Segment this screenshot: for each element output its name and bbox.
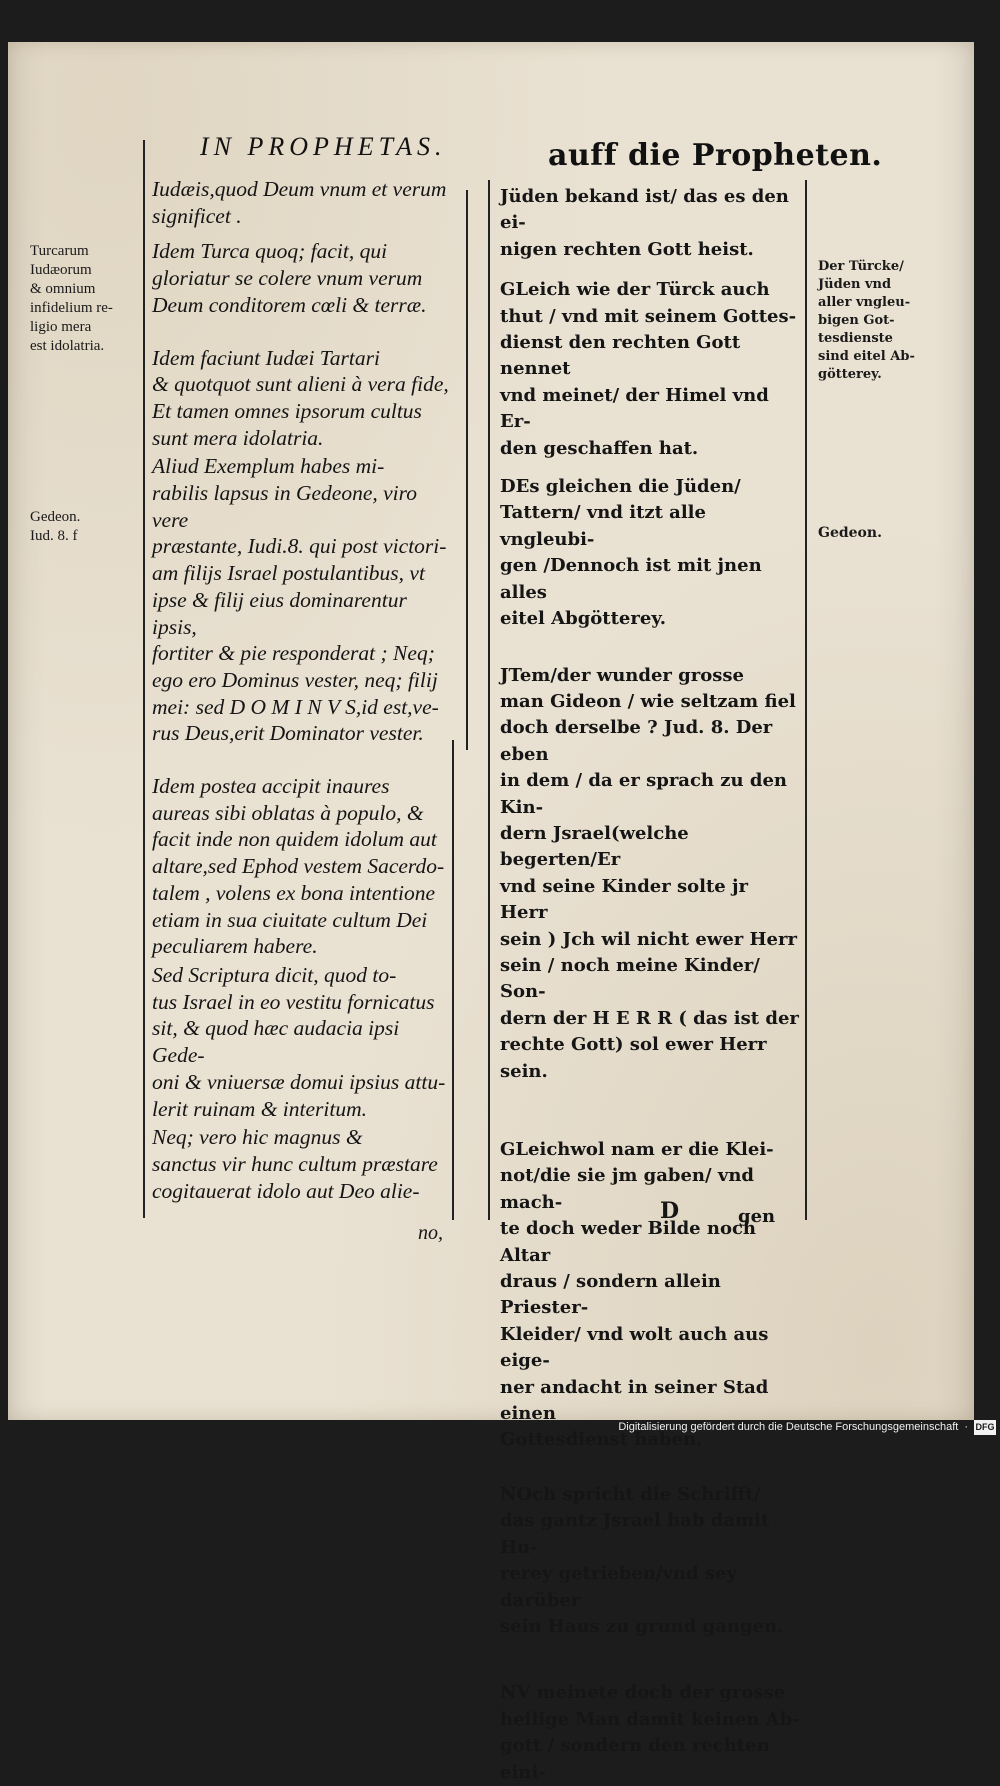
margin-note-gedeon-left: Gedeon. Iud. 8. f — [30, 509, 81, 544]
german-paragraph: NV meinete doch der grosse heilige Man damit keinen Ab- gott / sondern den rechten eini- — [500, 1682, 800, 1783]
signature-mark: D — [660, 1198, 680, 1224]
center-rule-right — [488, 180, 490, 1220]
margin-note-tuercke: Der Türcke/ Jüden vnd aller vngleu- bigen Got- tesdienste sind eitel Ab- götterey. — [818, 259, 915, 382]
german-paragraph: JTem/der wunder grosse man Gideon / wie seltzam fiel doch derselbe ? Jud. 8. Der eben in dem / da er sprach zu den Kin- dern Jsrael(welche begerten/Er vnd seine Kinder solte jr Herr sein ) Jch wil nicht ewer Herr sein / noch meine Kinder/ Son- dern der H E R R ( das ist der rechte Gott) sol ewer Herr sein. — [500, 664, 799, 1082]
center-rule-left-lower — [452, 740, 454, 1220]
left-column-rule — [143, 140, 145, 1218]
latin-paragraph: Idem postea accipit inaures aureas sibi oblatas à populo, & facit inde non quidem idolum aut altare,sed Ephod vestem Sacerdo- talem , volens ex bona intentione etiam in sua ciuitate cultum Dei peculiarem habere. — [152, 774, 445, 959]
german-paragraph: DEs gleichen die Jüden/ Tattern/ vnd itzt alle vngleubi- gen /Dennoch ist mit jnen alles eitel Abgötterey. — [500, 476, 762, 630]
german-running-head: auff die Propheten. — [548, 138, 883, 173]
margin-note-turcarum: Turcarum Iudæorum & omnium infidelium re- ligio mera est idolatria. — [30, 243, 113, 354]
latin-paragraph: Sed Scriptura dicit, quod to- tus Israel in eo vestitu fornicatus sit, & quod hæc audacia ipsi Gede- oni & vniuersæ domui ipsius attu- lerit ruinam & interitum. — [152, 962, 446, 1121]
latin-column — [152, 176, 452, 1204]
latin-catchword: no, — [418, 1222, 443, 1244]
latin-paragraph: Idem faciunt Iudæi Tartari & quotquot sunt alieni à vera fide, Et tamen omnes ipsorum cultus sunt mera idolatria. — [152, 345, 449, 450]
latin-running-head: IN PROPHETAS. — [200, 132, 447, 161]
german-column — [500, 184, 800, 1786]
right-column-rule — [805, 180, 807, 1220]
margin-note-gedeon-right: Gedeon. — [818, 525, 882, 541]
german-catchword: gen — [738, 1206, 776, 1227]
latin-paragraph: Idem Turca quoq; facit, qui gloriatur se colere vnum verum Deum conditorem cœli & terræ. — [152, 239, 427, 317]
german-paragraph: GLeichwol nam er die Klei- not/die sie jm gaben/ vnd mach- te doch weder Bilde noch Altar draus / sondern allein Priester- Kleider/ vnd wolt auch aus eige- ner andacht in seiner Stad einen Gottesdienst haben. — [500, 1139, 774, 1451]
german-paragraph: GLeich wie der Türck auch thut / vnd mit seinem Gottes- dienst den rechten Gott nennet vnd meinet/ der Himel vnd Er- den geschaffen hat. — [500, 279, 797, 459]
digitization-footer — [618, 1415, 996, 1439]
latin-paragraph: Neq; vero hic magnus & sanctus vir hunc cultum præstare cogitauerat idolo aut Deo alie- — [152, 1125, 438, 1203]
dfg-logo: DFG — [974, 1420, 996, 1435]
footer-separator: · — [964, 1421, 968, 1433]
latin-paragraph: Iudæis,quod Deum vnum et verum significet . — [152, 177, 447, 228]
footer-text: Digitalisierung gefördert durch die Deutsche Forschungsgemeinschaft — [618, 1421, 959, 1433]
german-paragraph: NOch spricht die Schrifft/ das gantz Jsrael hab damit Hu- rerey getrieben/vnd sey darüber sein Haus zu grund gangen. — [500, 1483, 784, 1637]
center-rule-left — [466, 190, 468, 750]
latin-paragraph: Aliud Exemplum habes mi- rabilis lapsus in Gedeone, viro vere præstante, Iudi.8. qui post victori- am filijs Israel postulantibus, vt ipse & filij eius dominarentur ipsis, fortiter & pie responderat ; Neq; ego ero Dominus vester, neq; filij mei: sed D O M I N V S,id est,ve- rus Deus,erit Dominator vester. — [152, 454, 447, 746]
german-paragraph: Jüden bekand ist/ das es den ei- nigen rechten Gott heist. — [500, 186, 789, 260]
